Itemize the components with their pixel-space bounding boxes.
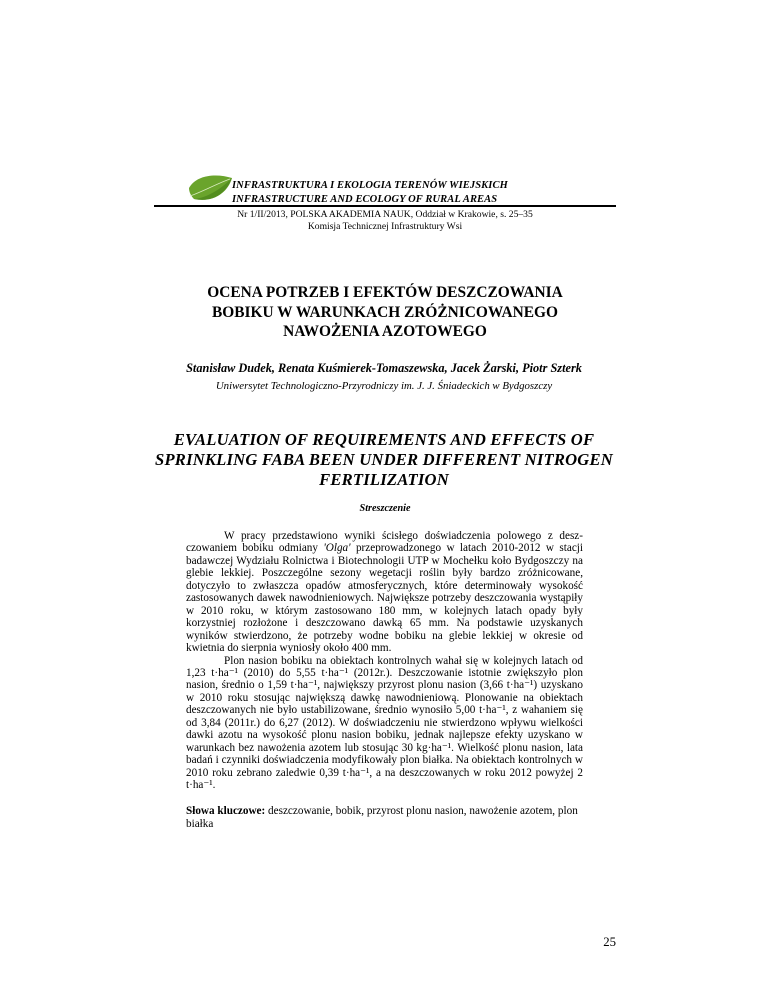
abstract-body bbox=[186, 530, 583, 792]
title-pl-line: NAWOŻENIA AZOTOWEGO bbox=[283, 323, 487, 340]
journal-title-pl: INFRASTRUKTURA I EKOLOGIA TERENÓW WIEJSKICH bbox=[232, 180, 508, 191]
keywords-text: deszczowanie, bobik, przyrost plonu nasion, nawożenie azotem, plon białka bbox=[186, 805, 578, 830]
journal-title-en: INFRASTRUCTURE AND ECOLOGY OF RURAL AREAS bbox=[232, 193, 498, 205]
article-title-en bbox=[104, 430, 664, 490]
journal-meta bbox=[154, 209, 616, 232]
abstract-paragraph-2: Plon nasion bobiku na obiektach kontrolnych wahał się w kolejnych latach od 1,23 t·ha⁻¹ (2010) do 5,55 t·ha⁻¹ (2012r.). Deszczowanie istotnie zwiększyło plon nasion, średnio o 1,59 t·ha⁻¹, największy przyrost plonu nasion (3,66 t·ha⁻¹) uzyskano w 2010 roku stosując największą dawkę nawodnieniową. Plonowanie na obiektach deszczowanych nie było ustabilizowane, średnio wynosiło 5,00 t·ha⁻¹, z wahaniem się od 3,84 (2011r.) do 6,27 (2012). W doświadczeniu nie stwierdzono wpływu wielkości dawki azotu na wysokość plonu nasion bobiku, jednak najlepsze efekty uzyskano w warunkach bez nawożenia azotem lub stosując 30 kg·ha⁻¹. Wielkość plonu nasion, lata badań i czynniki doświadczenia modyfikowały plon białka. Na obiektach kontrolnych w 2010 roku zebrano zaledwie 0,39 t·ha⁻¹, a na deszczowanych w roku 2012 powyżej 2 t·ha⁻¹. bbox=[186, 654, 583, 792]
header-rule bbox=[154, 205, 616, 207]
authors: Stanisław Dudek, Renata Kuśmierek-Tomaszewska, Jacek Żarski, Piotr Szterk bbox=[186, 361, 582, 375]
title-en-line: FERTILIZATION bbox=[319, 470, 449, 489]
abstract-heading: Streszczenie bbox=[359, 503, 411, 514]
journal-committee-line: Komisja Technicznej Infrastruktury Wsi bbox=[307, 220, 463, 232]
journal-issue-line: Nr 1/II/2013, POLSKA AKADEMIA NAUK, Oddział w Krakowie, s. 25–35 bbox=[237, 209, 533, 220]
title-en-line: EVALUATION OF REQUIREMENTS AND EFFECTS OF bbox=[173, 430, 595, 449]
title-pl-line: BOBIKU W WARUNKACH ZRÓŻNICOWANEGO bbox=[212, 303, 558, 321]
page-number: 25 bbox=[603, 935, 616, 949]
affiliation: Uniwersytet Technologiczno-Przyrodniczy im. J. J. Śniadeckich w Bydgoszczy bbox=[215, 380, 553, 392]
abstract-paragraph-1: W pracy przedstawiono wyniki ścisłego doświadczenia polowego z desz-czowaniem bobiku odmiany 'Olga' przeprowadzonego w latach 2010-2012 w stacji badawczej Wydziału Rolnictwa i Biotechnologii UTP w Mochełku koło Bydgoszczy na glebie lekkiej. Poszczególne sezony wegetacji roślin były bardzo zróżnicowane, dotyczyło to zwłaszcza opadów atmosferycznych, które determinowały wysokość zastosowanych dawek nawodnieniowych. Największe potrzeby deszczowania wystąpiły w 2010 roku, w którym zastosowano 180 mm, w kolejnych latach opady były korzystniej rozłożone i deszczowano dawką 65 mm. Na podstawie uzyskanych wyników stwierdzono, że potrzeby wodne bobiku na glebie lekkiej w okresie od kwietnia do sierpnia wyniosły około 400 mm. bbox=[186, 530, 584, 655]
variety-name: 'Olga' bbox=[323, 542, 351, 555]
journal-leaf-logo bbox=[186, 172, 234, 204]
journal-title bbox=[232, 179, 572, 206]
title-en-line: SPRINKLING FABA BEEN UNDER DIFFERENT NITROGEN bbox=[155, 450, 613, 469]
keywords-label: Słowa kluczowe: bbox=[186, 805, 266, 817]
article-title-pl bbox=[154, 283, 616, 342]
title-pl-line: OCENA POTRZEB I EFEKTÓW DESZCZOWANIA bbox=[207, 284, 563, 301]
keywords bbox=[186, 805, 583, 831]
